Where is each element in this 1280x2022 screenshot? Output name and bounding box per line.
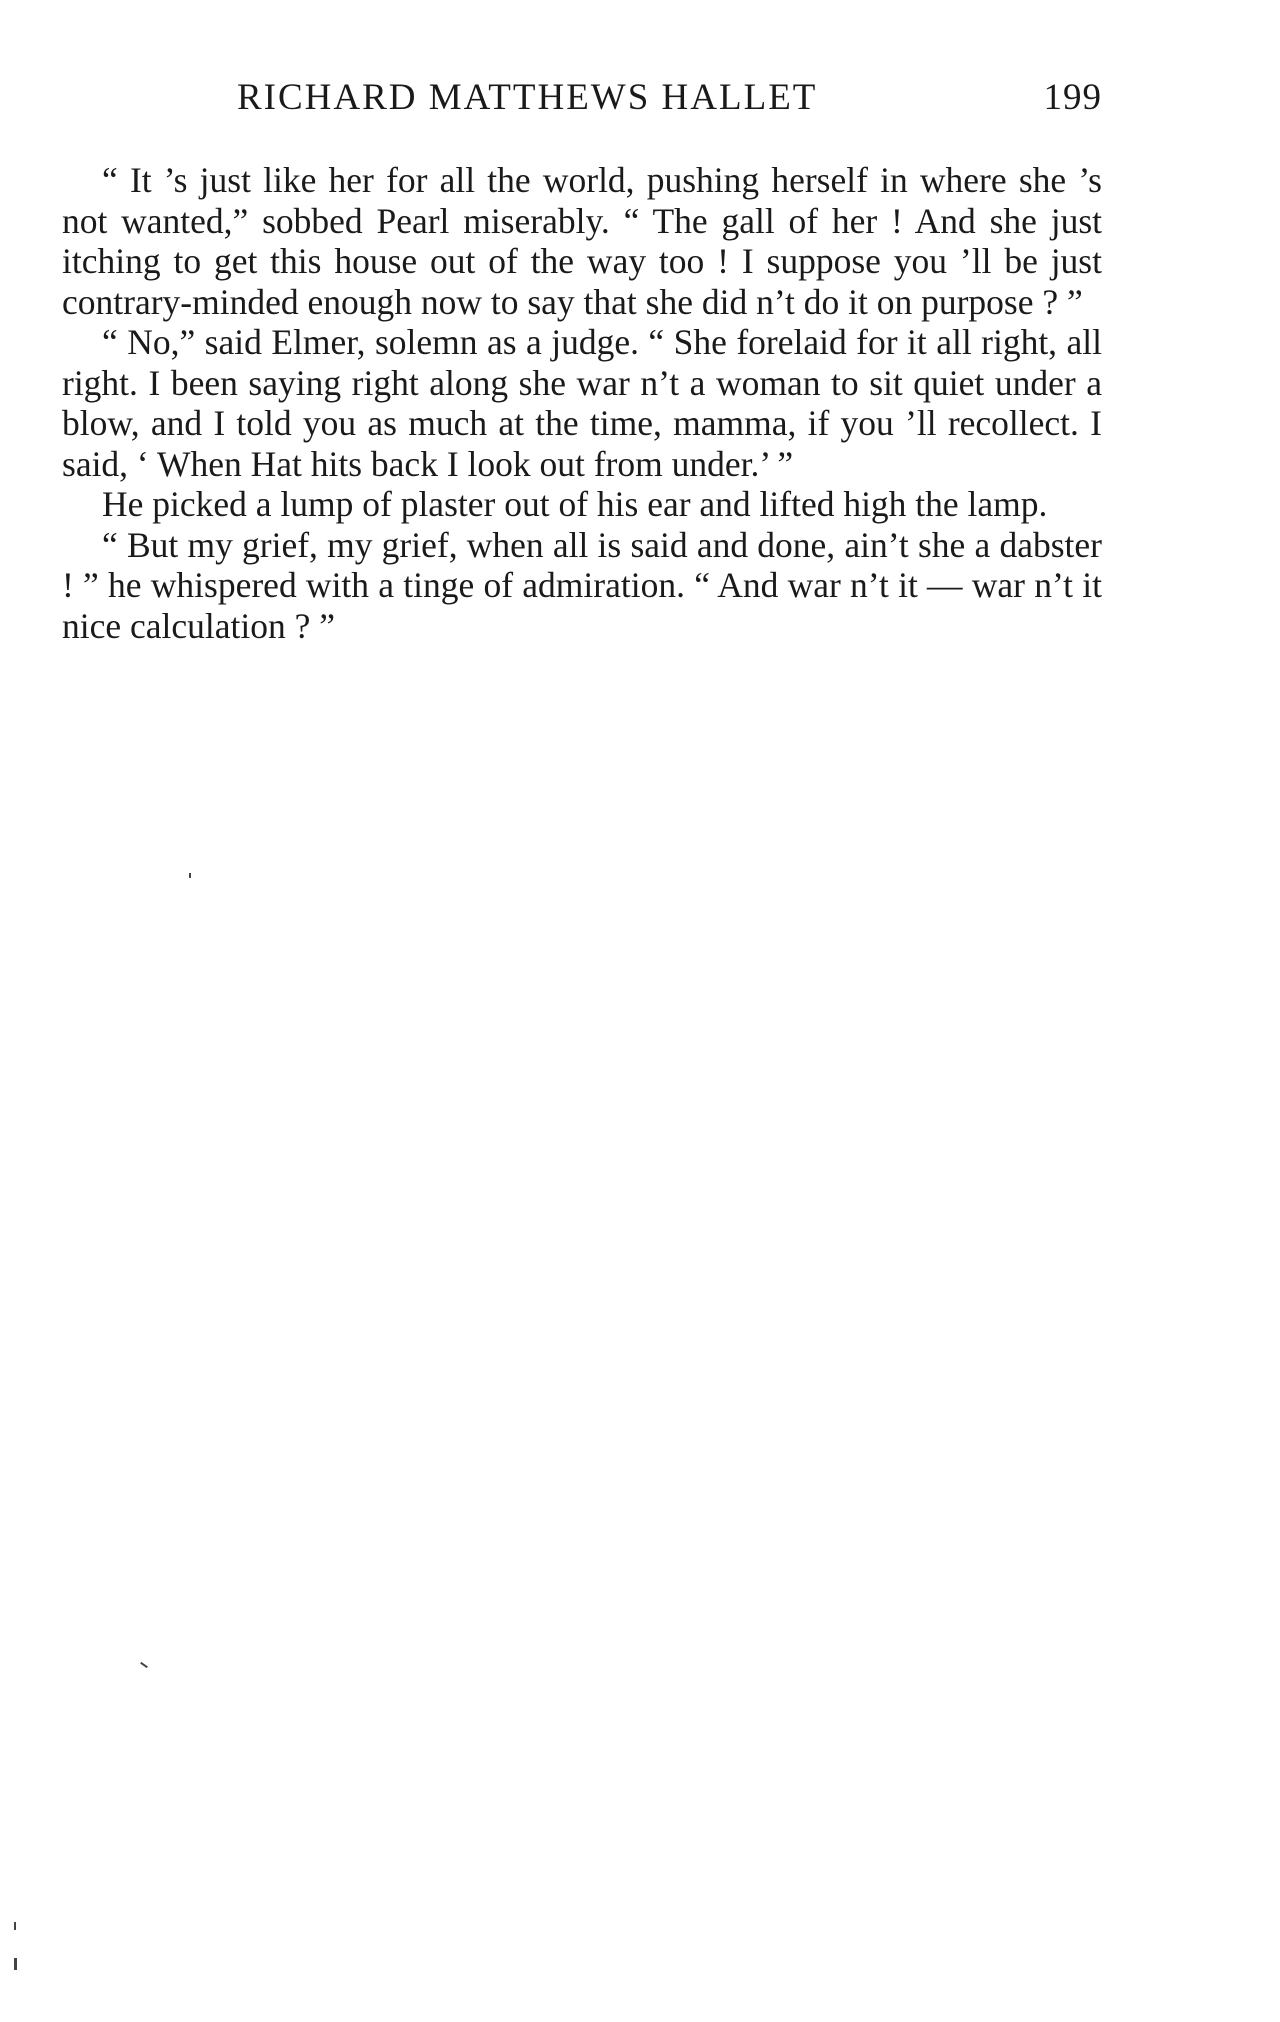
scan-speck (14, 1922, 16, 1930)
paragraph: He picked a lump of plaster out of his ear and lifted high the lamp. (102, 484, 1048, 524)
scan-speck (14, 1958, 17, 1970)
page-number: 199 (1043, 77, 1102, 118)
scan-speck (140, 1662, 148, 1668)
body-text (62, 160, 1102, 646)
paragraph: “ But my grief, my grief, when all is said and done, ain’t she a dabster ! ” he whispered with a tinge of admiration. “ And war n’t it — war n’t it nice calculation ? ” (62, 524, 1102, 646)
paragraph: “ No,” said Elmer, solemn as a judge. “ She forelaid for it all right, all right. I been saying right along she war n’t a woman to sit quiet under a blow, and I told you as much at the time, mamma, if you ’ll recollect. I said, ‘ When Hat hits back I look out from under.’ ” (62, 322, 1102, 484)
scan-speck (189, 873, 191, 878)
paragraph: “ It ’s just like her for all the world, pushing herself in where she ’s not wanted,” sobbed Pearl miserably. “ The gall of her ! And she just itching to get this house out of the way too ! I suppose you ’ll be just contrary-minded enough now to say that she did n’t do it on purpose ? ” (62, 160, 1102, 322)
running-header (62, 76, 1102, 126)
running-title: RICHARD MATTHEWS HALLET (237, 77, 818, 118)
